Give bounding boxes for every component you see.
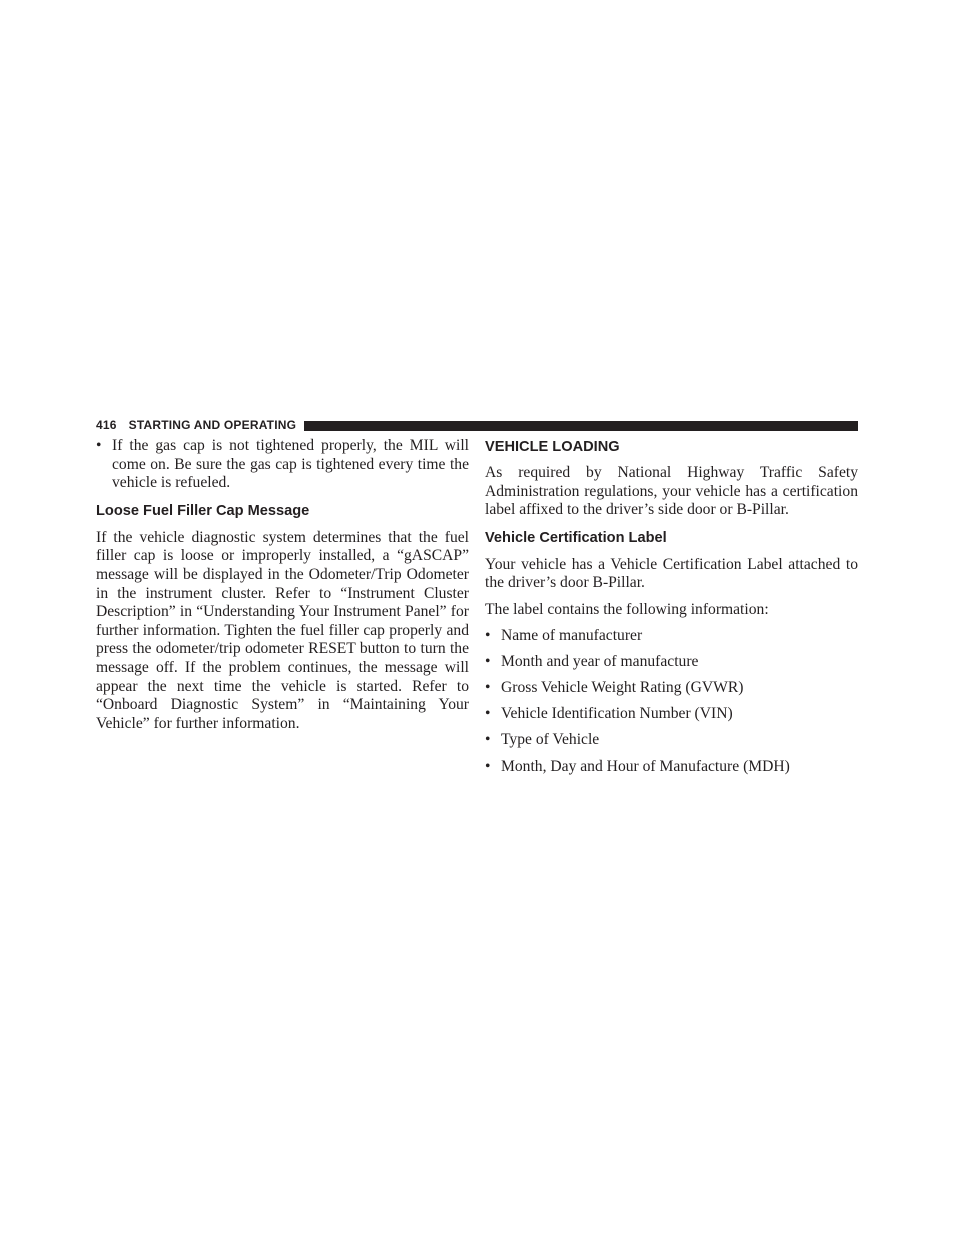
- label-info-list: [485, 627, 858, 777]
- page-number: 416: [96, 418, 117, 432]
- list-item-text: If the gas cap is not tightened properly, the MIL will come on. Be sure the gas cap is tightened every time the vehicle is refueled.: [112, 437, 469, 492]
- loose-cap-heading: Loose Fuel Filler Cap Message: [96, 502, 310, 519]
- list-item: [485, 653, 858, 672]
- list-item: [485, 627, 858, 646]
- cert-label-paragraph: Your vehicle has a Vehicle Certification Label attached to the driver’s door B-Pillar.: [485, 555, 858, 592]
- list-item-text: Gross Vehicle Weight Rating (GVWR): [501, 678, 744, 696]
- right-column: [485, 437, 858, 776]
- left-column: [96, 437, 469, 733]
- bullet-glyph: •: [485, 757, 491, 775]
- bullet-glyph: •: [485, 678, 491, 696]
- vehicle-loading-paragraph: As required by National Highway Traffic Safety Administration regulations, your vehicle has a certification label affixed to the driver’s side door or B-Pillar.: [485, 464, 858, 519]
- bullet-glyph: •: [485, 731, 491, 749]
- list-item-text: Month and year of manufacture: [501, 652, 699, 670]
- page-header: [96, 416, 858, 434]
- list-item: [485, 679, 858, 698]
- list-item: [485, 731, 858, 750]
- vehicle-loading-heading: VEHICLE LOADING: [485, 439, 620, 455]
- list-item: [485, 705, 858, 724]
- bullet-glyph: •: [485, 705, 491, 723]
- bullet-glyph: •: [485, 626, 491, 644]
- list-item-text: Type of Vehicle: [501, 731, 600, 749]
- label-contains-paragraph: The label contains the following information:: [485, 600, 769, 618]
- list-item: [485, 758, 858, 777]
- list-item-text: Vehicle Identification Number (VIN): [501, 705, 733, 723]
- bullet-glyph: •: [485, 652, 491, 670]
- list-item-text: Name of manufacturer: [501, 626, 643, 644]
- header-rule: [304, 421, 858, 431]
- list-item: [96, 437, 469, 493]
- cert-label-heading: Vehicle Certification Label: [485, 529, 667, 546]
- bullet-glyph: •: [96, 437, 102, 454]
- section-title: STARTING AND OPERATING: [128, 418, 297, 432]
- loose-cap-paragraph: If the vehicle diagnostic system determines that the fuel filler cap is loose or improperly installed, a “gASCAP” message will be displayed in the Odometer/Trip Odometer in the instrument cluster. Refer to “Instrument Cluster Description” in “Understanding Your Instrument Panel” for further information. Tighten the fuel filler cap properly and press the odometer/trip odometer RESET button to turn the message off. If the problem continues, the message will appear the next time the vehicle is started. Refer to “Onboard Diagnostic System” in “Maintaining Your Vehicle” for further information.: [96, 528, 469, 732]
- list-item-text: Month, Day and Hour of Manufacture (MDH): [501, 757, 790, 775]
